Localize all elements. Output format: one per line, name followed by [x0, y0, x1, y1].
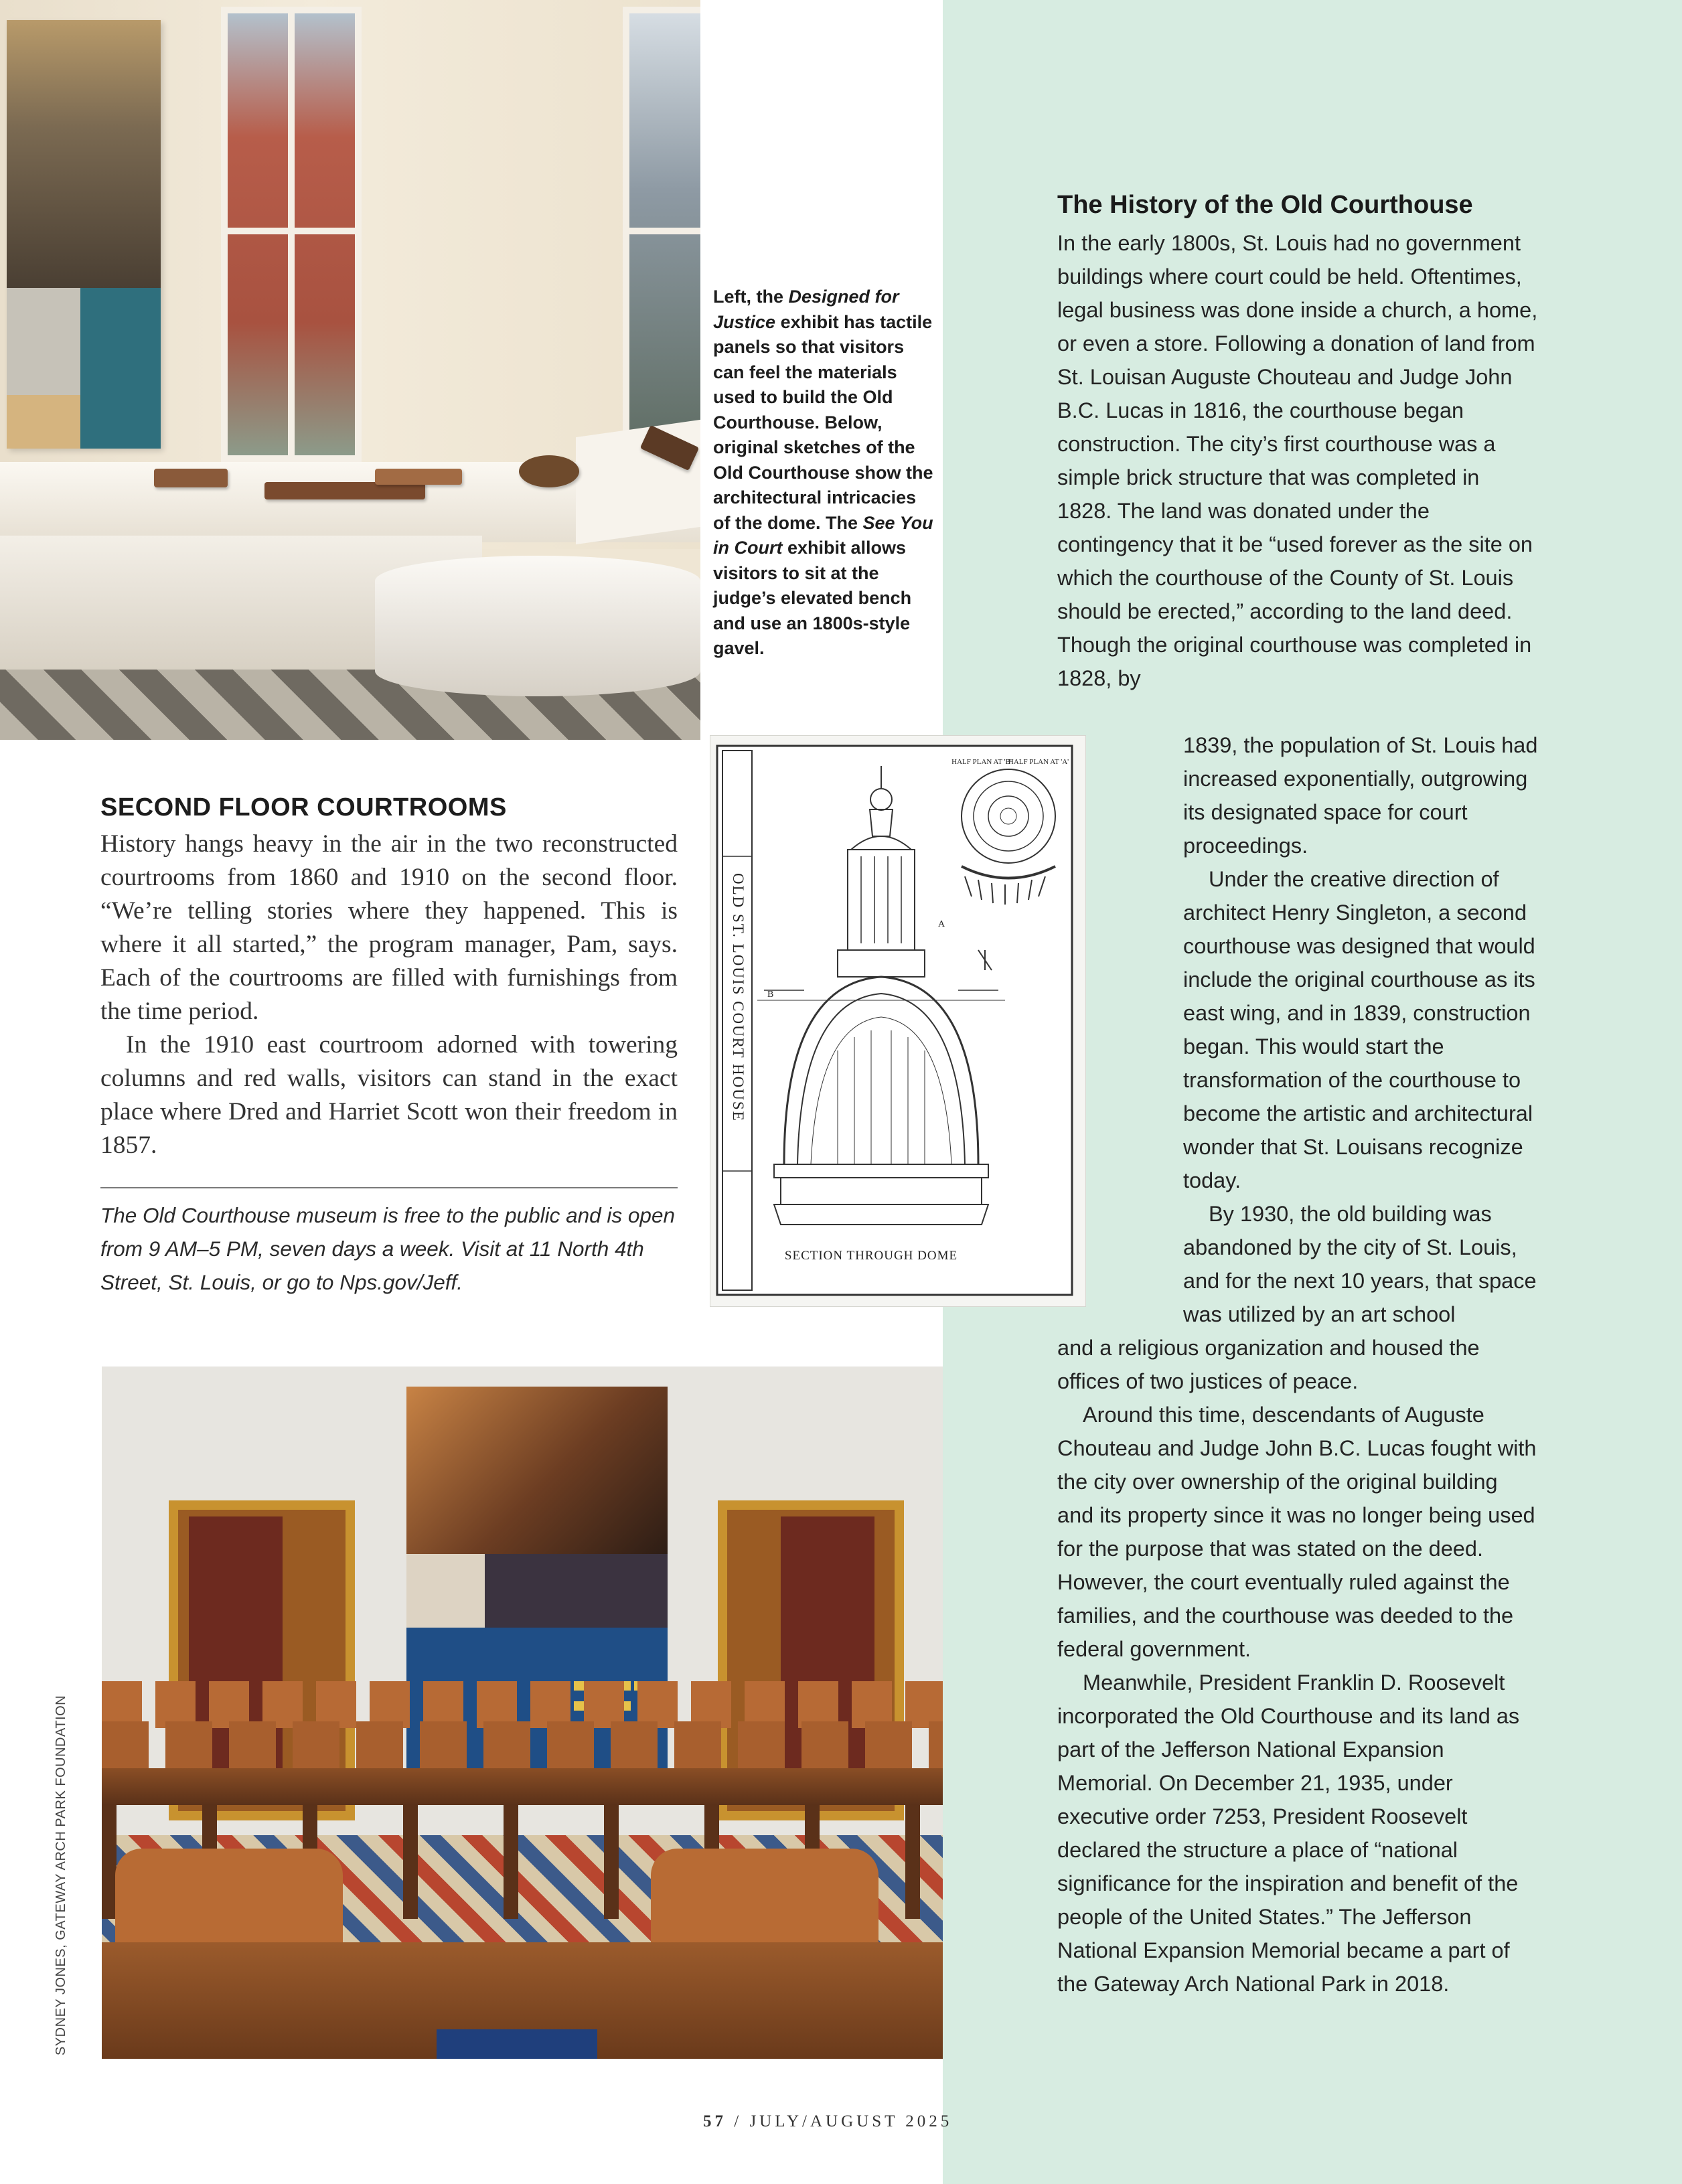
- body-paragraph: History hangs heavy in the air in the two reconstructed courtrooms from 1860 and 1910 on the second floor. “We’re telling stories where they happened. This is where it all started,” the program manager, Pam, says. Each of the courtrooms are filled with furnishings from the time period.: [100, 830, 678, 1025]
- visitor-info-note: The Old Courthouse museum is free to the public and is open from 9 AM–5 PM, seven days a week. Visit at 11 North 4th Street, St. Louis, or go to Nps.gov/Jeff.: [100, 1203, 675, 1294]
- photo-caption: [713, 285, 934, 661]
- caption-text: exhibit allows visitors to sit at the judge’s elevated bench and use an 1800s-style gavel.: [713, 538, 912, 658]
- history-paragraph: and a religious organization and housed the offices of two justices of peace.: [1057, 1336, 1480, 1393]
- caption-text: exhibit has tactile panels so that visitors can feel the materials used to build the Old Courthouse. Below, original sketches of the Old Courthouse show the architectural intricacies of the dome. The: [713, 311, 933, 533]
- mark-b-label: B: [767, 990, 774, 1000]
- page-folio: [703, 2112, 984, 2131]
- courtroom-photo: [102, 1367, 943, 2059]
- history-paragraph: Around this time, descendants of Auguste Chouteau and Judge John B.C. Lucas fought with the city over ownership of the original building and its property since it was no longer being used for the purpose that was stated on the deed. However, the court eventually ruled against the families, and the courthouse was deeded to the federal government.: [1057, 1403, 1537, 1661]
- display-case-end: [576, 420, 700, 544]
- folio-separator: /: [727, 2112, 750, 2130]
- courtrooms-body: [100, 828, 678, 1162]
- half-plan-b-label: HALF PLAN AT 'B': [951, 758, 1012, 766]
- photo-window: [623, 7, 700, 462]
- stone-artifact: [375, 469, 462, 485]
- exhibit-name: See You in Court: [713, 512, 933, 558]
- history-text-bottom: [1057, 1331, 1539, 2001]
- history-paragraph: In the early 1800s, St. Louis had no government buildings where court could be held. Oftentimes, legal business was done inside a church, a home, or even a store. Following a donation of land from St. Louisan Auguste Chouteau and Judge John B.C. Lucas in 1816, the courthouse began construction. The city’s first courthouse was a simple brick structure that was completed in 1828. The land was donated under the contingency that it be “used forever as the site on which the courthouse of the County of St. Louis should be erected,” according to the land deed. Though the original courthouse was completed in 1828, by: [1057, 231, 1538, 690]
- page-number: 57: [703, 2112, 727, 2130]
- history-text-top: [1057, 226, 1539, 695]
- long-table: [102, 1768, 943, 1805]
- history-paragraph: By 1930, the old building was abandoned by the city of St. Louis, and for the next 10 years, that space was utilized by an art school: [1183, 1202, 1537, 1326]
- exhibit-wall-panel: [7, 20, 161, 449]
- body-paragraph: In the 1910 east courtroom adorned with towering columns and red walls, visitors can stand in the exact place where Dred and Harriet Scott won their freedom in 1857.: [100, 1031, 678, 1159]
- exhibit-room-photo: [0, 0, 700, 740]
- history-heading: The History of the Old Courthouse: [1057, 191, 1473, 219]
- caption-text: Left, the: [713, 287, 789, 307]
- photo-window: [221, 7, 362, 462]
- history-paragraph: Under the creative direction of architect Henry Singleton, a second courthouse was designed that would include the original courthouse as its east wing, and in 1839, construction began. This would start the transformation of the courthouse to become the artistic and architectural wonder that St. Louisans recognize today.: [1183, 867, 1535, 1192]
- section-label: SECTION THROUGH DOME: [784, 1249, 958, 1263]
- drawing-title: OLD ST. LOUIS COURT HOUSE: [730, 873, 747, 1122]
- brick-artifact: [154, 469, 228, 487]
- photo-credit: SYDNEY JONES, GATEWAY ARCH PARK FOUNDATION: [54, 1695, 68, 2055]
- mark-a-label: A: [938, 919, 945, 929]
- history-paragraph: 1839, the population of St. Louis had increased exponentially, outgrowing its designated space for court proceedings.: [1183, 733, 1538, 858]
- section-heading: SECOND FLOOR COURTROOMS: [100, 793, 507, 822]
- dome-drawing-svg: [710, 736, 1085, 1306]
- chair-row: [102, 1721, 943, 1768]
- hand-tool-artifact: [519, 455, 579, 487]
- divider-rule: [100, 1187, 678, 1188]
- history-paragraph: Meanwhile, President Franklin D. Roosevelt incorporated the Old Courthouse and its land as part of the Jefferson National Expansion Memorial. On December 21, 1935, under executive order 7253, President Roosevelt declared the structure a place of “national significance for the inspiration and benefit of the people of the United States.” The Jefferson National Expansion Memorial became a part of the Gateway Arch National Park in 2018.: [1057, 1670, 1520, 1996]
- exhibit-name: Designed for Justice: [713, 287, 899, 332]
- half-plan-a-label: HALF PLAN AT 'A': [1008, 758, 1069, 766]
- issue-date: JULY/AUGUST 2025: [749, 2112, 953, 2130]
- table-card: [437, 2029, 597, 2059]
- history-text-middle: [1183, 728, 1538, 1331]
- dome-section-drawing: [710, 735, 1086, 1307]
- round-pedestal: [375, 556, 700, 696]
